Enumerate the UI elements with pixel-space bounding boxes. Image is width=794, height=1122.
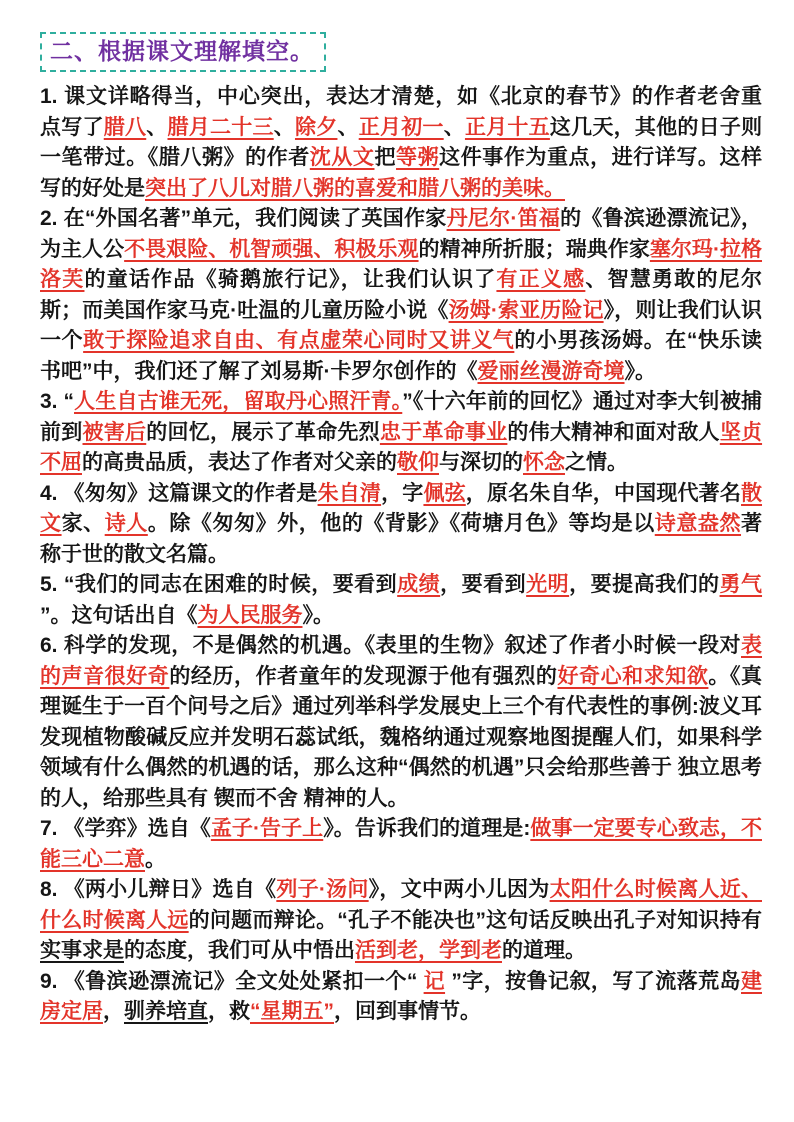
text-segment: 》。 [624,359,656,383]
answer-segment: 腊月二十三 [167,115,274,139]
text-segment: 家、 [61,512,105,535]
answer-segment: 除夕 [294,115,338,139]
paragraph [40,631,762,814]
paragraph [40,82,762,204]
text-segment: 7. 《学弈》选自《 [40,817,211,840]
answer-segment: 怀念 [523,451,565,474]
paragraph [40,875,762,967]
answer-segment: 敬仰 [397,451,439,474]
answer-segment: 光明 [526,573,570,596]
answer-segment: 活到老，学到老 [355,939,502,962]
answer-segment: 汤姆·索亚历险记 [448,298,604,322]
text-segment: 这件事作为重点，进行详写。这样写的好处是 [40,146,763,200]
answer-segment: 好奇心和求知欲 [557,664,709,688]
section-title: 二、根据课文理解填空。 [50,38,314,64]
paragraph [40,814,762,875]
text-segment: ，救 [208,1000,250,1023]
answer-segment: 表的声音很好奇 [40,634,762,688]
text-segment: 的伟大精神和面对敌人 [507,420,720,444]
answer-segment: 朱自清 [317,481,382,505]
text-segment: 著称于世的散文名篇。 [40,512,763,566]
answer-segment: 人生自古谁无死，留取丹心照汗青。 [74,390,403,413]
text-segment: 、 [443,115,465,139]
paragraph [40,387,762,479]
text-segment: 的高贵品质，表达了作者对父亲的 [82,451,397,474]
paragraph [40,479,762,571]
answer-segment: 塞尔玛·拉格洛芙 [40,237,763,291]
answer-segment: 沈从文 [309,146,375,169]
text-segment: 5. “我们的同志在困难的时候，要看到 [40,573,398,596]
text-segment: 、 [273,115,295,139]
text-segment: ”字，按鲁记叙，写了流落荒岛 [445,969,741,993]
answer-segment: 勇气 [719,573,763,596]
text-segment: 6. 科学的发现，不是偶然的机遇。《表里的生物》叙述了作者小时候一段对 [40,634,741,657]
text-segment: 、 [146,115,168,139]
answer-segment: 忠于革命事业 [379,420,508,444]
answer-segment: 佩弦 [423,481,466,505]
text-segment: 的《鲁滨逊漂流记》，为主人公 [40,207,762,261]
section-title-box [40,32,326,72]
answer-segment: 记 [423,969,446,993]
underlined-segment: 实事求是 [40,939,124,962]
text-segment: ，原名朱自华，中国现代著名 [465,481,742,505]
answer-segment: 有正义感 [496,268,586,291]
paragraph [40,967,762,1028]
text-segment: 》。告诉我们的道理是: [323,817,531,840]
text-segment: 》，文中两小儿因为 [368,878,550,901]
answer-segment: 做事一定要专心致志，不能三心二意 [40,817,762,871]
answer-segment: 腊八 [103,115,147,139]
text-segment: 把 [374,146,397,169]
text-segment: 。《真理诞生于一百个问号之后》通过列举科学发展史上三个有代表性的事例:波义耳发现植物酸碱反应并发明石蕊试纸，魏格纳通过观察地图提醒人们，如果科学领域有什么偶然的机遇的话，那么这种“偶然的机遇”只会给那些善于 独立思考 的人，给那些具有 锲而不舍 精神的人。 [40,664,763,810]
text-segment: 3. “ [40,390,75,413]
answer-segment: 等粥 [396,146,440,169]
text-segment: 4. 《匆匆》这篇课文的作者是 [40,481,318,505]
answer-segment: 被害后 [82,420,147,444]
answer-segment: 丹尼尔·笛福 [446,207,561,230]
answer-segment: 为人民服务 [197,603,303,627]
text-segment: 的经历，作者童年的发现源于他有强烈的 [169,664,558,688]
answer-segment: 列子·汤问 [276,878,369,901]
paragraph [40,204,762,387]
underlined-segment: 驯养培直 [124,1000,208,1023]
answer-segment: 建房定居 [40,969,762,1023]
text-segment: 之情。 [565,451,628,474]
text-segment: 、智慧勇敢的尼尔斯；而美国作家马克·吐温的儿童历险小说《 [40,268,762,322]
answer-segment: 正月十五 [464,115,550,139]
text-segment: 。除《匆匆》外，他的《背影》《荷塘月色》等均是以 [147,512,655,535]
answer-segment: 成绩 [397,573,441,596]
text-segment: 1. 课文详略得当，中心突出，表达才清楚，如《北京的春节》的作者老舍重 点写了 [40,85,762,139]
text-segment: 的精神所折服；瑞典作家 [418,237,650,261]
text-segment: 的小男孩汤姆。在“快乐读书吧”中，我们还了解了刘易斯·卡罗尔创作的《 [40,329,763,383]
answer-segment: 突出了八儿对腊八粥的喜爱和腊八粥的美味。 [145,176,565,200]
answer-segment: 坚贞不屈 [40,420,763,474]
answer-segment: 孟子·告子上 [210,817,324,840]
answer-segment: “星期五” [250,1000,334,1023]
text-segment: ，回到事情节。 [334,1000,481,1023]
text-segment: 9. 《鲁滨逊漂流记》全文处处紧扣一个“ [40,969,424,993]
answer-segment: 诗意盎然 [654,512,742,535]
answer-segment: 敢于探险追求自由、有点虚荣心同时又讲义气 [83,329,515,352]
paragraph [40,570,762,631]
text-segment: ，要看到 [440,573,527,596]
text-segment: 2. 在“外国名著”单元，我们阅读了英国作家 [40,207,447,230]
answer-segment: 太阳什么时候离人近、什么时候离人远 [40,878,762,932]
text-segment: ”《十六年前的回忆》通过对李大钊被捕前到 [40,390,763,444]
text-segment: 》，则让我们认识一个 [40,298,763,352]
text-segment: 的问题而辩论。“孔子不能决也”这句话反映出孔子对知识持有 [188,908,763,932]
text-segment: 的童话作品《骑鹅旅行记》，让我们认识了 [84,268,497,291]
answer-segment: 散文 [40,481,763,535]
answer-segment: 不畏艰险、机智顽强、积极乐观 [124,237,419,261]
text-segment: ， [103,1000,124,1023]
text-segment: ”。这句话出自《 [40,603,198,627]
text-segment: 。 [145,847,166,871]
text-segment: 的道理。 [502,939,586,962]
text-segment: 的回忆，展示了革命先烈 [146,420,380,444]
answer-segment: 诗人 [104,512,148,535]
text-segment: 、 [337,115,359,139]
text-segment: ，字 [381,481,424,505]
answer-segment: 爱丽丝漫游奇境 [477,359,625,383]
text-segment: ，要提高我们的 [569,573,720,596]
text-segment: 与深切的 [439,451,523,474]
text-segment: 》。 [302,603,334,627]
document-body [40,82,762,1028]
text-segment: 的态度，我们可从中悟出 [124,939,355,962]
answer-segment: 正月初一 [358,115,444,139]
text-segment: 8. 《两小儿辩日》选自《 [40,878,277,901]
text-segment: 这几天，其他的日子则一笔带过。《腊八粥》的作者 [40,115,763,169]
